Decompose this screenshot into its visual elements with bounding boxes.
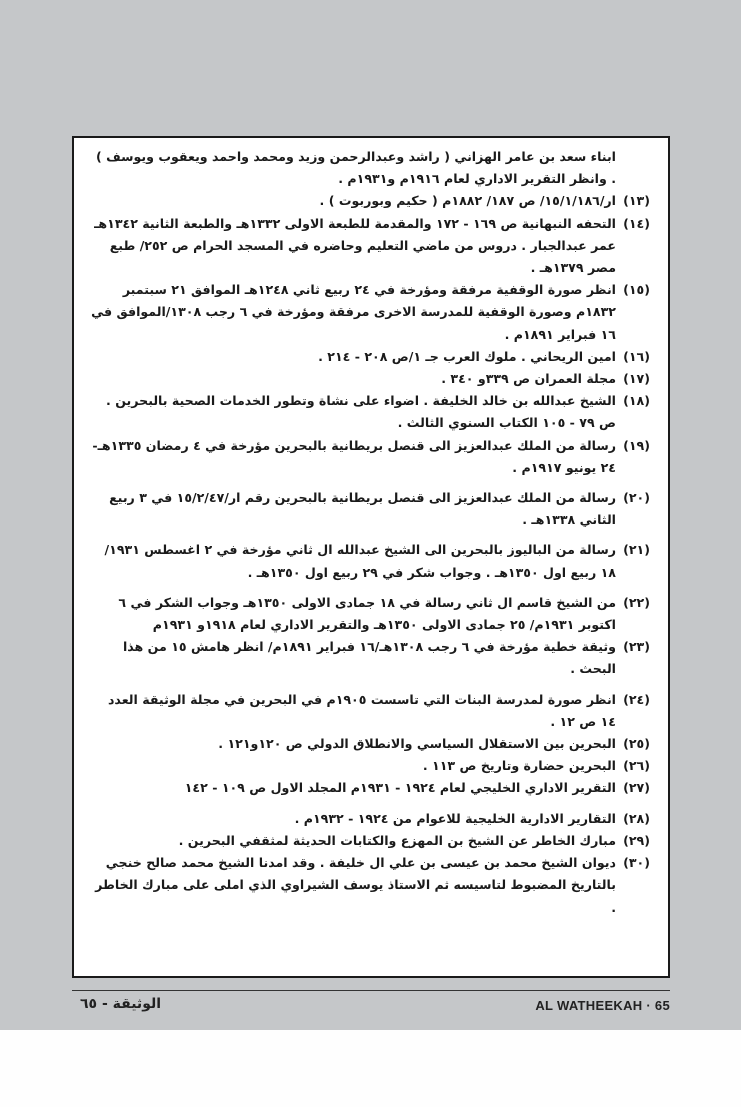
footnote-24 xyxy=(90,689,650,733)
footnote-text: امين الريحاني . ملوك العرب جـ ١/ص ٢٠٨ - ٢١٤ . xyxy=(318,348,616,364)
footer-arabic-folio: الوثيقة - ٦٥ xyxy=(80,996,162,1012)
footnote-continuation xyxy=(90,146,650,190)
footnote-17 xyxy=(90,368,650,390)
footnote-26 xyxy=(90,755,650,777)
footnote-text: ابناء سعد بن عامر الهزاني ( راشد وعبدالرحمن وزيد ومحمد واحمد ويعقوب ويوسف ) . وانظر التقرير الاداري لعام ١٩١٦م و١٩٣١م . xyxy=(96,149,616,187)
footnote-text: البحرين بين الاستقلال السياسي والانطلاق الدولي ص ١٢٠و١٢١ . xyxy=(218,736,616,752)
footnote-number: (٢٩) xyxy=(623,832,650,848)
footnote-text: البحرين حضارة وتاريخ ص ١١٣ . xyxy=(422,758,616,774)
footnote-number: (١٥) xyxy=(623,282,650,298)
footnote-18 xyxy=(90,390,650,434)
footnote-number: (٢٠) xyxy=(623,490,650,506)
footnote-22 xyxy=(90,592,650,636)
footnote-text: من الشيخ قاسم ال ثاني رسالة في ١٨ جمادى الاولى ١٣٥٠هـ وجواب الشكر في ٦ اكتوبر ١٩٣١م/ ٢٥ جمادى الاولى ١٣٥٠هـ والتقرير الاداري لعام ١٩١٨و ١٩٣١م xyxy=(118,594,616,633)
footnote-15 xyxy=(90,279,650,346)
footnote-text: مجلة العمران ص ٣٣٩و ٣٤٠ . xyxy=(441,371,616,387)
footnote-29 xyxy=(90,830,650,852)
footer-divider xyxy=(72,990,670,991)
footnote-20 xyxy=(90,487,650,531)
footnote-25 xyxy=(90,733,650,755)
footnote-text: رسالة من الملك عبدالعزيز الى قنصل بريطانية بالبحرين مؤرخة في ٤ رمضان ١٣٣٥هـ- ٢٤ يونيو ١٩١٧م . xyxy=(92,437,616,475)
footnote-number: (٢٢) xyxy=(623,594,650,610)
footnote-19 xyxy=(90,435,650,479)
footnote-number: (٣٠) xyxy=(623,855,650,871)
footnote-number: (٢٤) xyxy=(623,691,650,707)
footnote-number: (٢٧) xyxy=(623,780,650,796)
footnote-number: (٢٦) xyxy=(623,758,650,774)
footnote-text: ديوان الشيخ محمد بن عيسى بن علي ال خليفة . وقد امدنا الشيخ محمد صالح خنجي بالتاريخ المضبوط لتاسيسه ثم الاستاذ يوسف الشيراوي الذي املى على مبارك الخاطر . xyxy=(95,855,616,915)
footnotes-frame xyxy=(72,136,670,978)
footnote-text: ار/١٥/١/١٨٦/ ص ١٨٧/ ١٨٨٢م ( حكيم وبوربوت ) . xyxy=(319,193,616,209)
footnote-16 xyxy=(90,346,650,368)
footnote-13 xyxy=(90,190,650,212)
footnote-number: (١٧) xyxy=(623,371,650,387)
footnote-21 xyxy=(90,539,650,583)
footnote-23 xyxy=(90,636,650,680)
footnote-text: الشيخ عبدالله بن خالد الخليفة . اضواء على نشاة وتطور الخدمات الصحية بالبحرين . ص ٧٩ - ١٠٥ الكتاب السنوي الثالث . xyxy=(106,393,616,431)
footnotes-list xyxy=(90,146,650,919)
footnote-text: التقارير الادارية الخليجية للاعوام من ١٩٢٤ - ١٩٣٢م . xyxy=(294,810,616,826)
footer-latin-folio: AL WATHEEKAH · 65 xyxy=(535,998,670,1013)
footnote-text: رسالة من الباليوز بالبحرين الى الشيخ عبدالله ال ثاني مؤرخة في ٢ اغسطس ١٩٣١/ ١٨ ربيع اول ١٣٥٠هـ . وجواب شكر في ٢٩ ربيع اول ١٣٥٠هـ . xyxy=(104,542,616,580)
footnote-27 xyxy=(90,777,650,799)
footnote-number: (٢١) xyxy=(623,542,650,558)
footnote-text: انظر صورة الوقفية مرفقة ومؤرخة في ٢٤ ربيع ثاني ١٢٤٨هـ الموافق ٢١ سبتمبر ١٨٣٢م وصورة الوقفية للمدرسة الاخرى مرفقة ومؤرخة في ٦ رجب ١٣٠٨/الموافق في ١٦ فبراير ١٨٩١م . xyxy=(91,282,616,342)
footnote-number: (١٣) xyxy=(623,193,650,209)
footnote-text: مبارك الخاطر عن الشيخ بن المهزع والكتابات الحديثة لمثقفي البحرين . xyxy=(178,832,616,848)
footnote-28 xyxy=(90,808,650,830)
footnote-number: (١٩) xyxy=(623,437,650,453)
footnote-number: (١٤) xyxy=(623,215,650,231)
footnote-text: انظر صورة لمدرسة البنات التي تاسست ١٩٠٥م في البحرين في مجلة الوثيقة العدد ١٤ ص ١٢ . xyxy=(107,691,616,729)
footnote-text: التحفه النبهانية ص ١٦٩ - ١٧٢ والمقدمة للطبعة الاولى ١٣٣٢هـ والطبعة الثانية ١٣٤٢هـ عمر عبدالجبار . دروس من ماضي التعليم وحاضره في المسجد الحرام ص ٢٥٢/ طبع مصر ١٣٧٩هـ . xyxy=(94,215,616,276)
footnote-text: وثيقة خطية مؤرخة في ٦ رجب ١٣٠٨هـ/١٦ فبراير ١٨٩١م/ انظر هامش ١٥ من هذا البحث . xyxy=(122,639,616,677)
footnote-number: (٢٨) xyxy=(623,810,650,826)
footnote-number: (٢٥) xyxy=(623,736,650,752)
footnote-number: (١٦) xyxy=(623,348,650,364)
footnote-14 xyxy=(90,213,650,280)
footnote-number: (٢٣) xyxy=(623,639,650,655)
page-footer xyxy=(72,994,670,1018)
footnote-text: التقرير الاداري الخليجي لعام ١٩٢٤ - ١٩٣١م المجلد الاول ص ١٠٩ - ١٤٢ xyxy=(184,780,616,796)
footnote-text: رسالة من الملك عبدالعزيز الى قنصل بريطانية بالبحرين رقم ار/١٥/٢/٤٧ في ٣ ربيع الثاني ١٣٣٨هـ . xyxy=(109,490,616,528)
footnote-30 xyxy=(90,852,650,919)
footnote-number: (١٨) xyxy=(623,393,650,409)
